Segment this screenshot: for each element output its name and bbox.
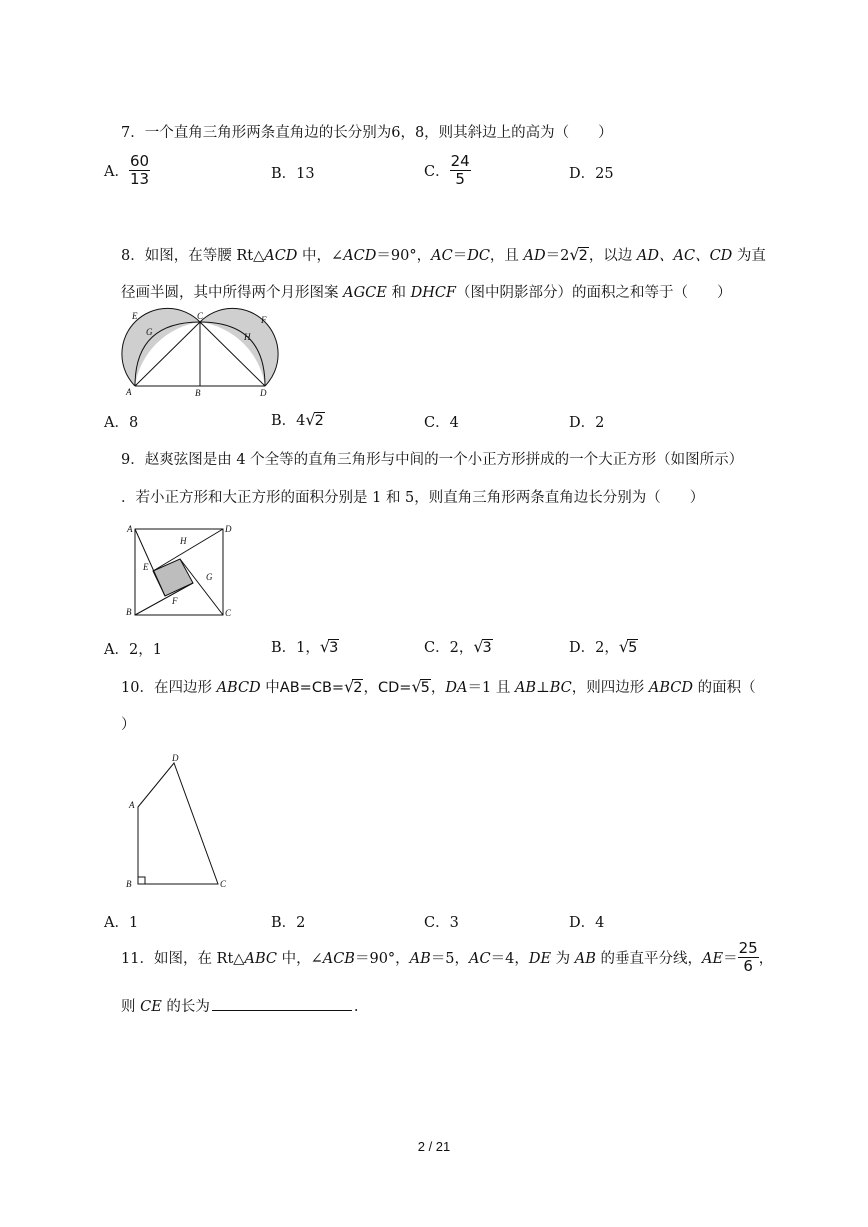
radical: √3	[473, 637, 492, 656]
label-e: E	[143, 562, 149, 572]
label-c: C	[225, 608, 232, 618]
q8-option-d: D．2	[569, 415, 605, 431]
radical: √3	[319, 637, 339, 656]
label-c: C	[220, 879, 227, 889]
label-a: A	[127, 524, 133, 534]
q9-option-c: C．2，√3	[424, 637, 492, 656]
radical: √2	[569, 245, 588, 264]
fraction: $\frac{60}{13}$	[129, 152, 150, 188]
radical: √2	[344, 677, 363, 696]
q8-stem-line2: 径画半圆，其中所得两个月形图案 AGCE 和 DHCF（图中阴影部分）的面积之和等于（ ）	[121, 285, 732, 301]
q11-stem-line2: 则 CE 的长为 .	[121, 995, 359, 1016]
radical: √2	[305, 410, 324, 429]
q8-option-b: B．4√2	[271, 410, 324, 429]
label-g: G	[146, 327, 153, 337]
label-b: B	[126, 607, 132, 617]
label-d: D	[260, 388, 267, 398]
q8-option-a: A．8	[104, 415, 139, 431]
q9-option-b: B．1，√3	[271, 637, 339, 656]
radical: √5	[411, 677, 430, 696]
q8-stem-line1: 8．如图，在等腰 Rt△ACD 中，∠ACD＝90°，AC＝DC，且 AD＝2√2，以边 AD、AC、CD 为直	[121, 245, 766, 264]
label-a: A	[129, 800, 135, 810]
radical: √5	[618, 637, 638, 656]
label-h: H	[244, 332, 251, 342]
fraction: $\frac{24}{5}$	[450, 152, 470, 188]
q8-figure	[118, 308, 288, 400]
label-e: E	[132, 311, 138, 321]
label-f: F	[172, 596, 178, 606]
label-d: D	[225, 524, 232, 534]
q9-stem-line1: 9．赵爽弦图是由 4 个全等的直角三角形与中间的一个小正方形拼成的一个大正方形（如图所示）	[121, 452, 744, 468]
q10-option-a: A．1	[104, 915, 139, 931]
label-g: G	[206, 572, 213, 582]
q10-figure	[120, 748, 240, 893]
fraction: $\frac{25}{6}$	[738, 939, 758, 975]
label-f: F	[261, 315, 267, 325]
q7-option-b: B．13	[271, 166, 315, 182]
label-c: C	[197, 311, 204, 321]
q10-option-b: B．2	[271, 915, 306, 931]
q10-stem-line1: 10．在四边形 ABCD 中AB=CB=√2，CD=√5，DA＝1 且 AB⊥BC，则四边形 ABCD 的面积（	[121, 677, 756, 696]
q7-option-a: A． $\frac{60}{13}$	[104, 152, 150, 188]
q9-option-a: A．2，1	[104, 642, 162, 658]
q10-option-c: C．3	[424, 915, 459, 931]
q7-option-d: D．25	[569, 166, 614, 182]
q7-stem: 7．一个直角三角形两条直角边的长分别为6，8，则其斜边上的高为（ ）	[121, 125, 613, 141]
label-d: D	[172, 753, 179, 763]
page-number: 2 / 21	[417, 1139, 451, 1154]
q8-option-c: C．4	[424, 415, 459, 431]
q7-option-c: C． $\frac{24}{5}$	[424, 152, 470, 188]
label-a: A	[126, 387, 132, 397]
answer-blank[interactable]	[212, 996, 352, 1011]
label-b: B	[126, 879, 132, 889]
q10-option-d: D．4	[569, 915, 605, 931]
label-b: B	[195, 388, 201, 398]
q9-option-d: D．2，√5	[569, 637, 638, 656]
q9-figure	[122, 520, 242, 624]
label-h: H	[180, 536, 187, 546]
q10-stem-line2: ）	[121, 717, 136, 733]
q9-stem-line2: ．若小正方形和大正方形的面积分别是 1 和 5，则直角三角形两条直角边长分别为（ ）	[121, 490, 705, 506]
q11-stem-line1: 11．如图，在 Rt△ABC 中，∠ACB＝90°，AB＝5，AC＝4，DE 为 AB 的垂直平分线，AE＝ $\frac{25}{6}$ ，	[121, 939, 774, 975]
